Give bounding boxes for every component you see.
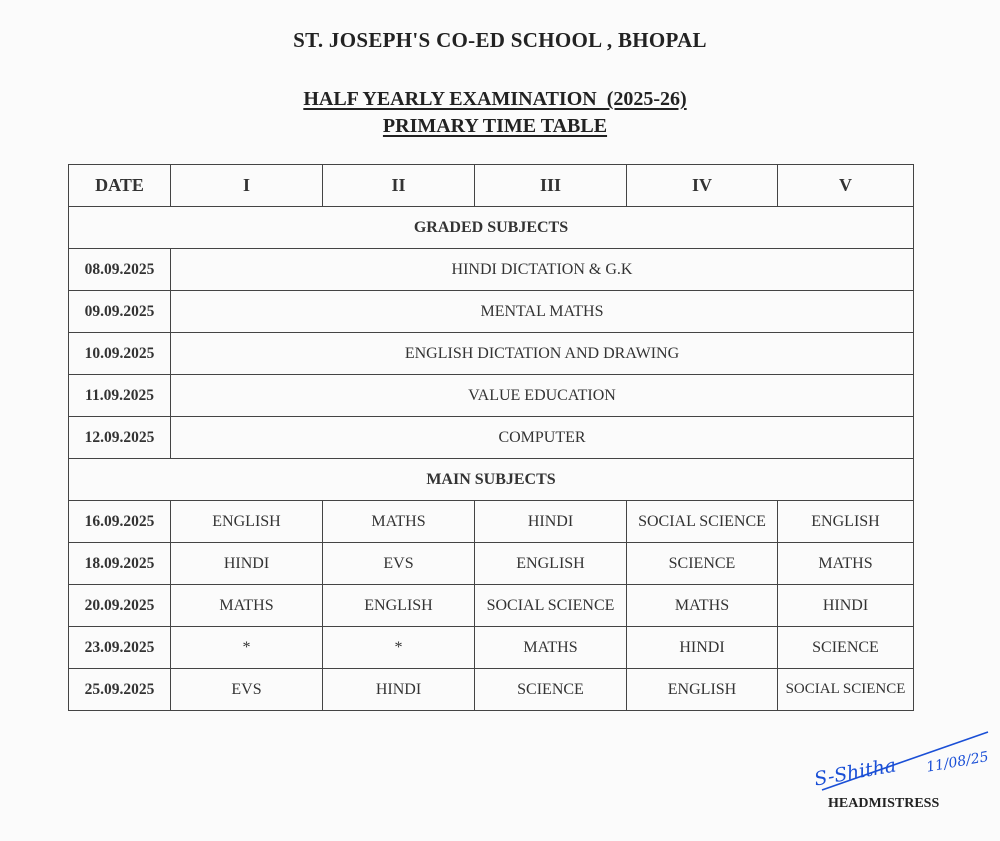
subject-cell: EVS [171, 669, 323, 711]
section-label-graded: GRADED SUBJECTS [69, 207, 914, 249]
subject-cell: HINDI [778, 585, 914, 627]
subject-cell: HINDI [627, 627, 778, 669]
signature [808, 728, 993, 792]
subject-cell: * [171, 627, 323, 669]
date-cell: 08.09.2025 [69, 249, 171, 291]
subject-cell: ENGLISH [778, 501, 914, 543]
column-header: DATE [69, 165, 171, 207]
column-header: III [475, 165, 627, 207]
date-cell: 12.09.2025 [69, 417, 171, 459]
subject-cell: SCIENCE [627, 543, 778, 585]
subject-cell: ENGLISH [627, 669, 778, 711]
school-name: ST. JOSEPH'S CO-ED SCHOOL , BHOPAL [293, 28, 707, 52]
subject-cell: MATHS [171, 585, 323, 627]
subject-cell: ENGLISH [171, 501, 323, 543]
date-cell: 09.09.2025 [69, 291, 171, 333]
exam-title: HALF YEARLY EXAMINATION (2025-26) [303, 88, 687, 110]
subject-cell: ENGLISH [323, 585, 475, 627]
subject-cell: HINDI DICTATION & G.K [171, 249, 914, 291]
svg-text:S-Shitha: S-Shitha [812, 754, 898, 791]
subject-cell: SOCIAL SCIENCE [475, 585, 627, 627]
timetable-body [69, 207, 914, 711]
table-row [69, 627, 914, 669]
column-header: I [171, 165, 323, 207]
table-row [69, 333, 914, 375]
subject-cell: HINDI [475, 501, 627, 543]
column-header: II [323, 165, 475, 207]
column-header: V [778, 165, 914, 207]
date-cell: 10.09.2025 [69, 333, 171, 375]
svg-text:11/08/25: 11/08/25 [925, 749, 990, 776]
date-cell: 20.09.2025 [69, 585, 171, 627]
section-label-main: MAIN SUBJECTS [69, 459, 914, 501]
subject-cell: SCIENCE [778, 627, 914, 669]
subject-cell: MATHS [475, 627, 627, 669]
table-row [69, 291, 914, 333]
subject-cell: HINDI [323, 669, 475, 711]
section-row [69, 207, 914, 249]
designation: HEADMISTRESS [828, 796, 940, 811]
timetable-title: PRIMARY TIME TABLE [382, 115, 608, 137]
date-cell: 23.09.2025 [69, 627, 171, 669]
subject-cell: MATHS [323, 501, 475, 543]
subject-cell: SOCIAL SCIENCE [778, 669, 914, 711]
subject-cell: ENGLISH DICTATION AND DRAWING [171, 333, 914, 375]
table-row [69, 375, 914, 417]
date-cell: 11.09.2025 [69, 375, 171, 417]
subject-cell: VALUE EDUCATION [171, 375, 914, 417]
subject-cell: SOCIAL SCIENCE [627, 501, 778, 543]
section-row [69, 459, 914, 501]
subject-cell: HINDI [171, 543, 323, 585]
table-row [69, 543, 914, 585]
subject-cell: MENTAL MATHS [171, 291, 914, 333]
subject-cell: * [323, 627, 475, 669]
date-cell: 16.09.2025 [69, 501, 171, 543]
date-cell: 25.09.2025 [69, 669, 171, 711]
subject-cell: SCIENCE [475, 669, 627, 711]
table-row [69, 249, 914, 291]
table-row [69, 585, 914, 627]
header-row [69, 165, 914, 207]
subject-cell: EVS [323, 543, 475, 585]
timetable [68, 164, 914, 711]
subject-cell: COMPUTER [171, 417, 914, 459]
subject-cell: MATHS [627, 585, 778, 627]
subject-cell: MATHS [778, 543, 914, 585]
subject-cell: ENGLISH [475, 543, 627, 585]
table-row [69, 501, 914, 543]
table-row [69, 417, 914, 459]
column-header: IV [627, 165, 778, 207]
date-cell: 18.09.2025 [69, 543, 171, 585]
table-row [69, 669, 914, 711]
